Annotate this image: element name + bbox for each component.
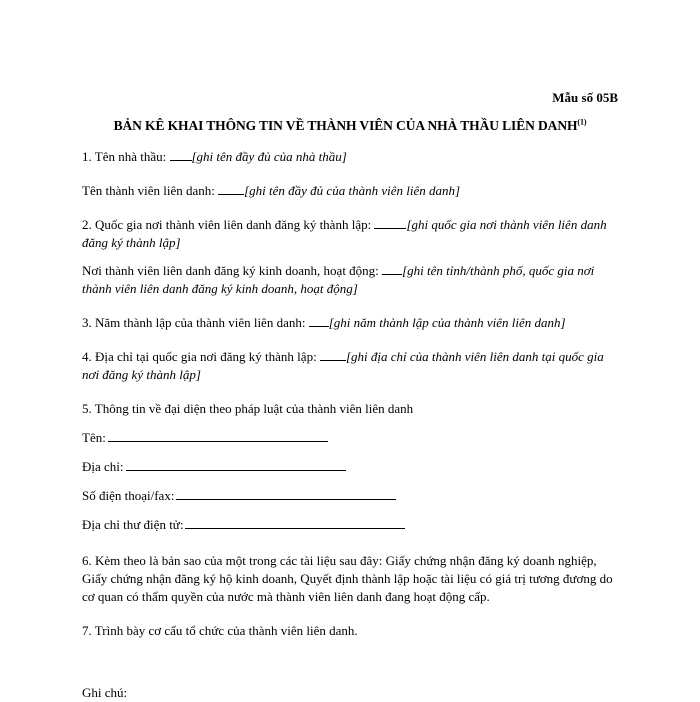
item-3-label: 3. Năm thành lập của thành viên liên danh: <box>82 315 309 330</box>
item-4-label: 4. Địa chỉ tại quốc gia nơi đăng ký thành lập: <box>82 349 320 364</box>
item-7-org-structure: 7. Trình bày cơ cấu tổ chức của thành viên liên danh. <box>82 623 358 638</box>
item-1-hint: [ghi tên đầy đủ của nhà thầu] <box>191 149 347 164</box>
item-6-attachments: 6. Kèm theo là bản sao của một trong các tài liệu sau đây: Giấy chứng nhận đăng ký doanh nghiệp, Giấy chứng nhận đăng ký hộ kinh doanh, Quyết định thành lập hoặc tài liệu có giá trị tương đương do cơ quan có thẩm quyền của nước mà thành viên liên danh đang hoạt động cấp. <box>82 553 613 604</box>
item-5-legal-representative: 5. Thông tin về đại diện theo pháp luật của thành viên liên danh <box>82 401 414 416</box>
item-1-blank <box>170 148 192 161</box>
item-2-blank <box>374 216 406 229</box>
item-5-name-line[interactable] <box>108 427 328 442</box>
note-label: Ghi chú: <box>82 685 128 700</box>
title-footnote-mark: (1) <box>577 117 587 127</box>
item-3-blank <box>309 314 329 327</box>
item-1b-hint: [ghi tên đầy đủ của thành viên liên danh] <box>244 183 461 198</box>
item-3-founding-year <box>82 314 622 332</box>
item-5-phone-label: Số điện thoại/fax: <box>82 488 175 503</box>
item-5-phone-line[interactable] <box>176 485 396 500</box>
item-5-address-field <box>82 456 622 476</box>
item-2-country <box>82 216 622 252</box>
item-3-hint: [ghi năm thành lập của thành viên liên danh] <box>328 315 566 330</box>
item-5-email-label: Địa chỉ thư điện tử: <box>82 517 184 532</box>
item-2b-blank <box>382 262 402 275</box>
item-5-name-field <box>82 427 622 447</box>
item-5-email-line[interactable] <box>185 514 405 529</box>
item-2b-business-location <box>82 262 622 298</box>
item-1-contractor-name <box>82 148 622 166</box>
title-text: BẢN KÊ KHAI THÔNG TIN VỀ THÀNH VIÊN CỦA NHÀ THẦU LIÊN DANH <box>113 118 578 133</box>
item-5-email-field <box>82 514 622 534</box>
item-5-name-label: Tên: <box>82 430 106 445</box>
item-5-phone-field <box>82 485 622 505</box>
item-2b-hint: [ghi tên tỉnh/thành phố, quốc gia nơi thành viên liên danh đăng ký kinh doanh, hoạt động] <box>82 263 595 296</box>
form-code: Mẫu số 05B <box>552 90 618 105</box>
item-5-address-label: Địa chỉ: <box>82 459 124 474</box>
item-2-hint: [ghi quốc gia nơi thành viên liên danh đăng ký thành lập] <box>82 217 607 250</box>
item-4-address <box>82 348 622 384</box>
item-2-label: 2. Quốc gia nơi thành viên liên danh đăng ký thành lập: <box>82 217 375 232</box>
item-4-blank <box>320 348 346 361</box>
item-1b-blank <box>218 182 244 195</box>
item-2b-label: Nơi thành viên liên danh đăng ký kinh doanh, hoạt động: <box>82 263 383 278</box>
document-body <box>82 148 622 702</box>
item-5-address-line[interactable] <box>126 456 346 471</box>
item-1b-label: Tên thành viên liên danh: <box>82 183 219 198</box>
item-1b-member-name <box>82 182 622 200</box>
item-4-hint: [ghi địa chỉ của thành viên liên danh tại quốc gia nơi đăng ký thành lập] <box>82 349 604 382</box>
document-title <box>0 118 700 134</box>
item-1-label: 1. Tên nhà thầu: <box>82 149 170 164</box>
